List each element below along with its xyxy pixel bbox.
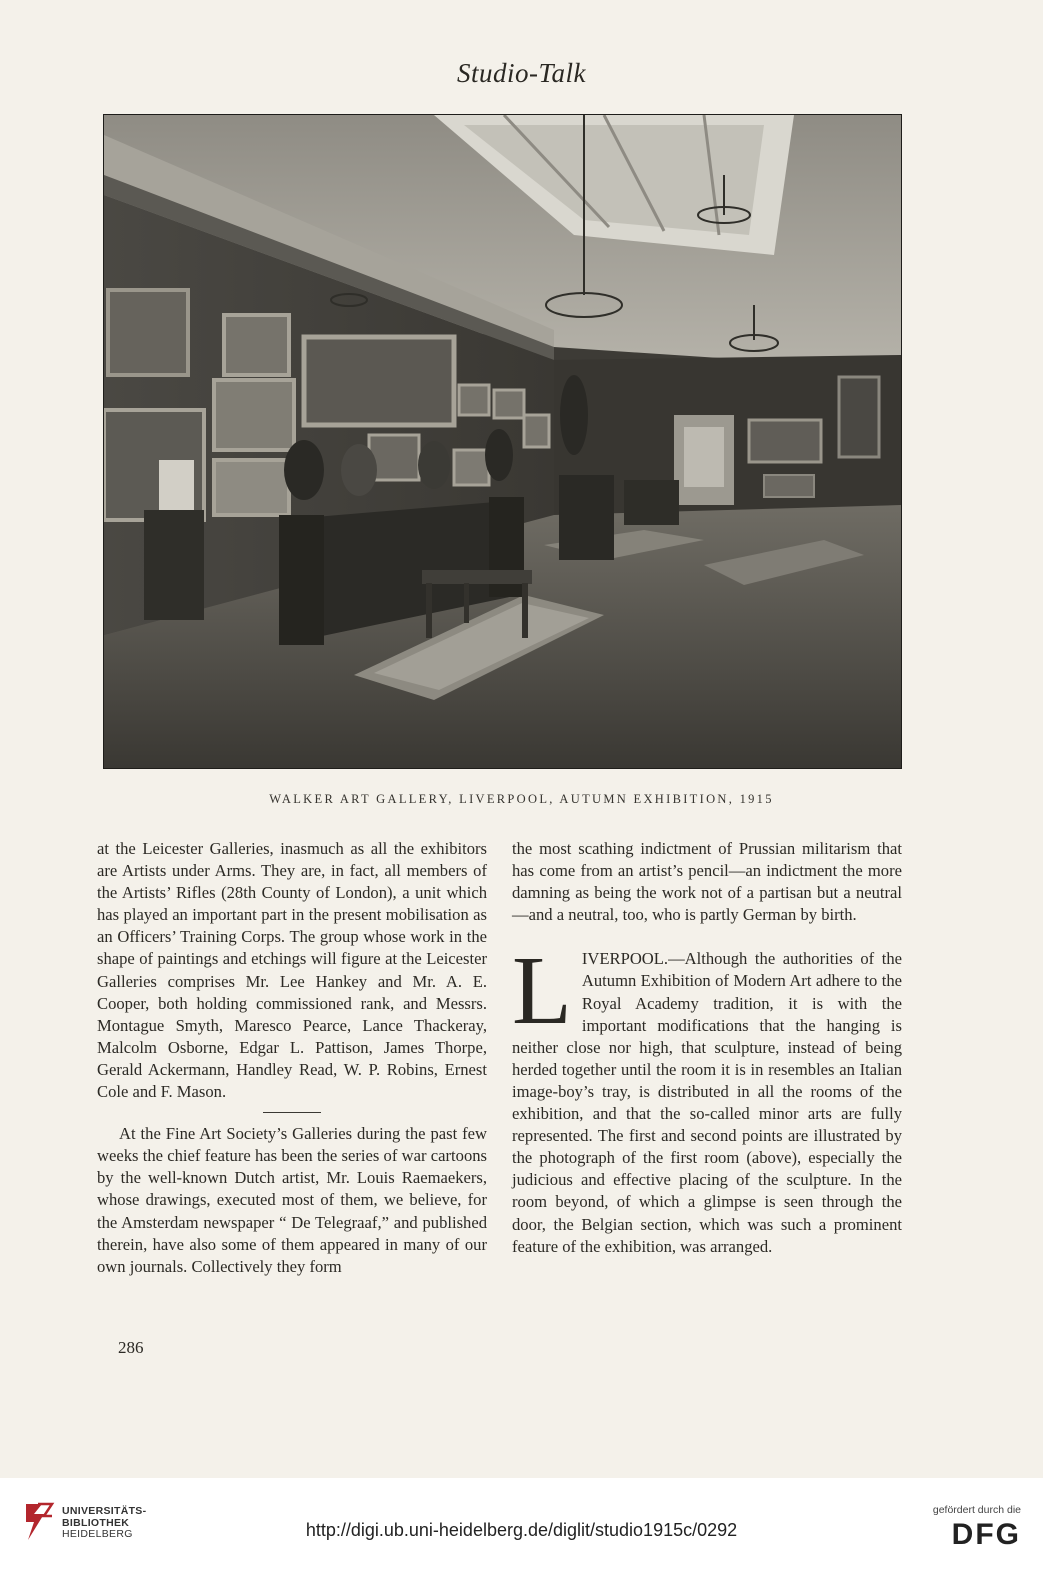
drop-cap: L: [512, 937, 572, 1046]
right-column: [512, 838, 902, 1258]
left-paragraph-1: at the Leicester Galleries, inasmuch as all the exhibitors are Artists under Arms. They are, in fact, all members of the Artists’ Rifles (28th County of London), a unit which has played an important part in the present mobilisation as an Officers’ Training Corps. The group whose work in the shape of paintings and etchings will figure at the Leicester Galleries comprises Mr. Lee Hankey and Mr. A. E. Cooper, both holding commissioned rank, and Messrs. Montague Smyth, Maresco Pearce, Lance Thackeray, Malcolm Osborne, Edgar L. Pattison, James Thorpe, Gerald Ackermann, Handley Read, W. P. Robins, Ernest Cole and F. Mason.: [97, 839, 487, 1102]
right-paragraph-1: the most scathing indictment of Prussian militarism that has come from an artist’s pencil—an indictment the more damning as being the work not of a partisan but a neutral—and a neutral, too, who is partly German by birth.: [512, 839, 902, 925]
running-head: Studio-Talk: [456, 58, 587, 88]
permalink-url[interactable]: http://digi.ub.uni-heidelberg.de/diglit/studio1915c/0292: [305, 1520, 738, 1540]
library-name-line-2: BIBLIOTHEK: [62, 1516, 130, 1529]
library-name-line-1: UNIVERSITÄTS-: [62, 1505, 147, 1517]
right-paragraph-2-text: IVERPOOL.—Although the authorities of the Autumn Exhibition of Modern Art adhere to the Royal Academy tradition, it is with the important modifications that the hanging is neither close nor high, that sculpture, instead of being herded together until the room it is in resembles an Italian image-boy’s tray, is distributed in all the rooms of the exhibition, and that the so-called minor arts are fully represented. The first and second points are illustrated by the photograph of the first room (above), especially the judicious and effective placing of the sculpture. In the room beyond, of which a glimpse is seen through the door, the Belgian section, which was such a prominent feature of the exhibition, was arranged.: [512, 949, 902, 1256]
gallery-photograph: [103, 114, 902, 769]
digitization-footer: [0, 1478, 1043, 1576]
right-paragraph-2: [512, 937, 902, 1257]
left-paragraph-2: At the Fine Art Society’s Galleries during the past few weeks the chief feature has been the series of war cartoons by the well-known Dutch artist, Mr. Louis Raemaekers, whose drawings, executed most of them, we believe, for the Amsterdam newspaper “ De Telegraaf,” and published therein, have also some of them appeared in many of our own journals. Collectively they form: [97, 1124, 487, 1276]
gallery-photograph-illustration: [104, 115, 901, 768]
left-column: [97, 838, 487, 1278]
page-number: 286: [118, 1338, 144, 1357]
section-divider: [263, 1112, 321, 1113]
library-name-line-3: HEIDELBERG: [62, 1528, 133, 1540]
plate-caption: WALKER ART GALLERY, LIVERPOOL, AUTUMN EXHIBITION, 1915: [269, 792, 774, 806]
funding-note: gefördert durch die: [932, 1504, 1021, 1516]
dfg-logo: DFG: [951, 1518, 1021, 1551]
